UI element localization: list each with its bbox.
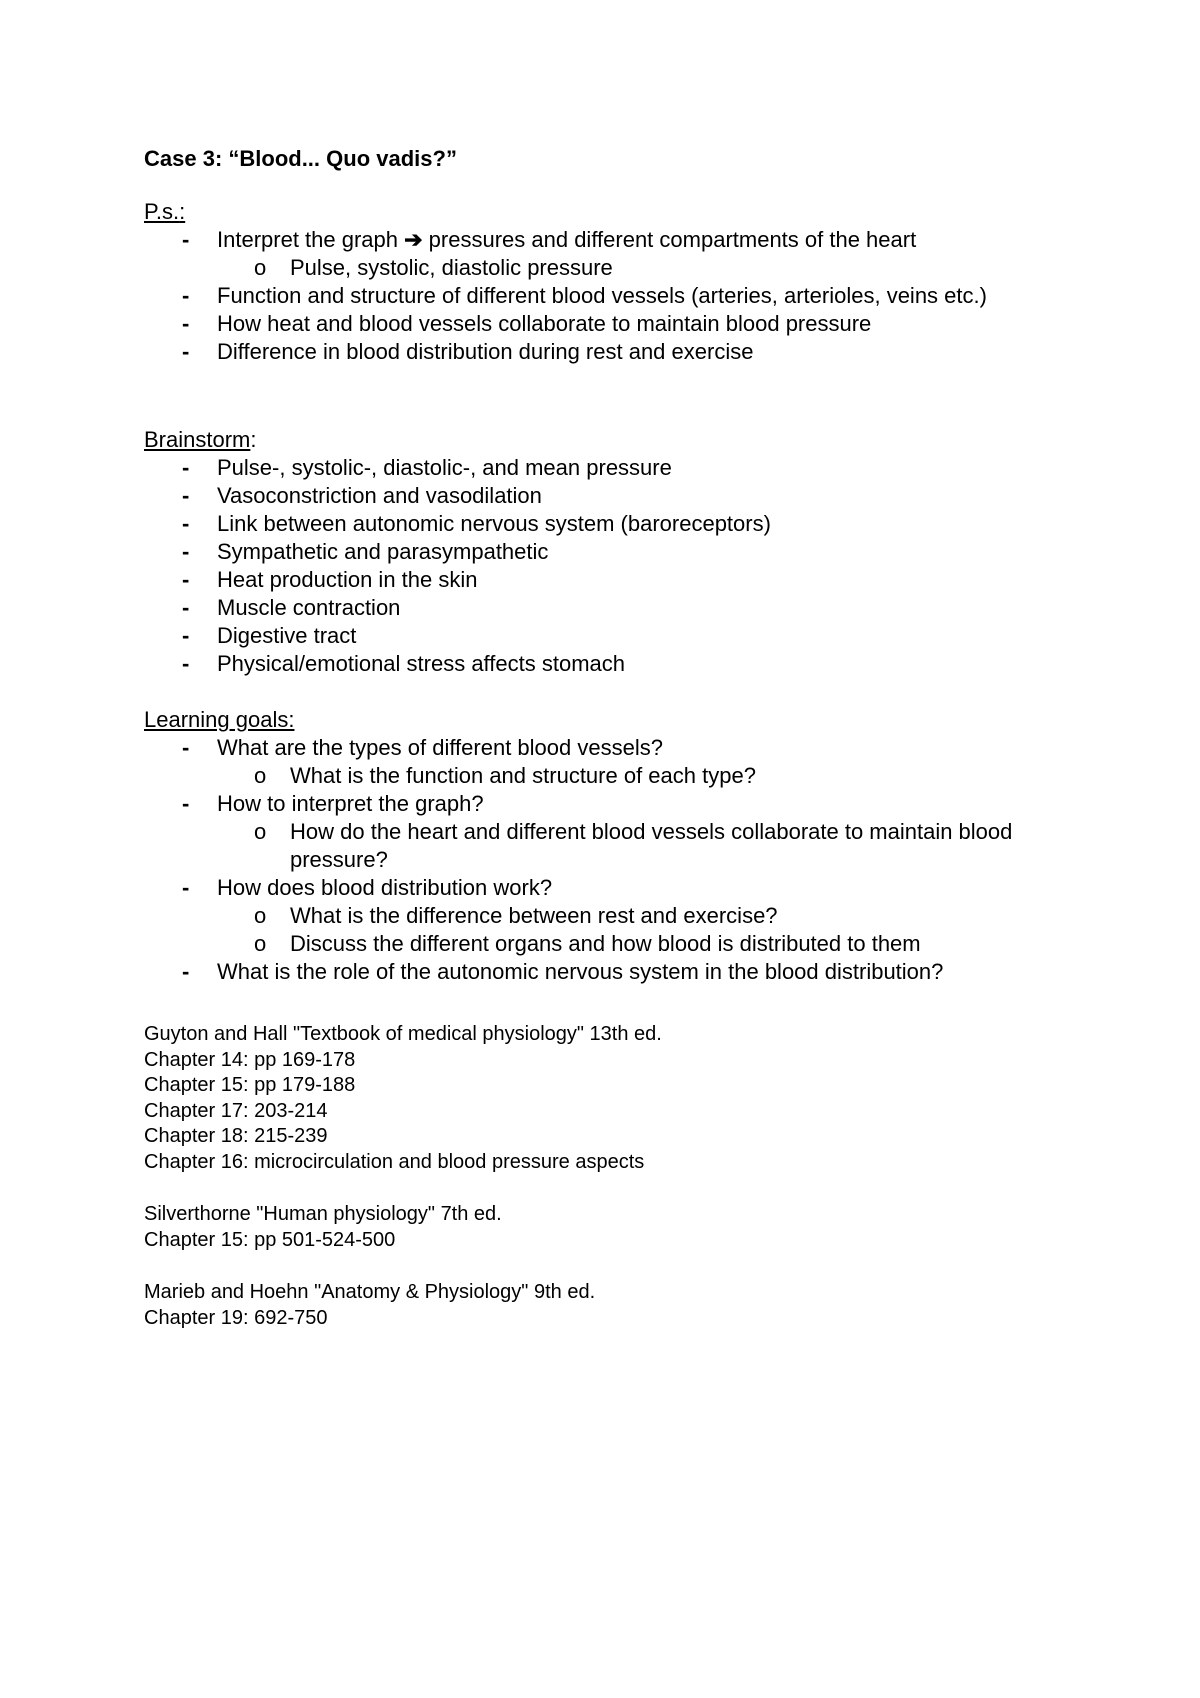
dash-bullet: - <box>182 875 190 900</box>
sub-list <box>217 254 1044 282</box>
circle-bullet: o <box>254 931 267 956</box>
dash-bullet: - <box>182 227 190 252</box>
item-text: Difference in blood distribution during rest and exercise <box>217 339 754 364</box>
dash-bullet: - <box>182 511 190 536</box>
sub-item-text: Pulse, systolic, diastolic pressure <box>290 255 613 280</box>
dash-bullet: - <box>182 483 190 508</box>
item-text: Heat production in the skin <box>217 567 478 592</box>
list-item <box>144 622 1044 650</box>
reference-block-guyton <box>144 1022 662 1175</box>
dash-bullet: - <box>182 311 190 336</box>
item-text: Vasoconstriction and vasodilation <box>217 483 542 508</box>
sub-item-text: Discuss the different organs and how blood is distributed to them <box>290 931 921 956</box>
ps-colon: : <box>179 199 186 224</box>
sub-list-item <box>217 930 1044 958</box>
reference-line: Chapter 16: microcirculation and blood pressure aspects <box>144 1150 645 1173</box>
item-text-post: pressures and different compartments of the heart <box>422 227 917 252</box>
list-item <box>144 594 1044 622</box>
reference-line: Chapter 18: 215-239 <box>144 1125 328 1147</box>
dash-bullet: - <box>182 567 190 592</box>
sub-item-text: What is the function and structure of each type? <box>290 763 756 788</box>
list-item <box>144 454 1044 482</box>
reference-block-silverthorne <box>144 1202 502 1253</box>
item-text: Physical/emotional stress affects stomach <box>217 651 625 676</box>
item-text: Function and structure of different blood vessels (arteries, arterioles, veins etc.) <box>217 283 987 308</box>
item-text: Link between autonomic nervous system (baroreceptors) <box>217 511 771 536</box>
document-title: Case 3: “Blood... Quo vadis?” <box>144 146 457 171</box>
dash-bullet: - <box>182 539 190 564</box>
reference-line: Guyton and Hall "Textbook of medical physiology" 13th ed. <box>144 1023 662 1045</box>
brainstorm-list <box>144 454 1044 678</box>
list-item <box>144 226 1044 282</box>
circle-bullet: o <box>254 819 267 844</box>
item-text: How heat and blood vessels collaborate to maintain blood pressure <box>217 311 872 336</box>
list-item <box>144 338 1044 366</box>
dash-bullet: - <box>182 283 190 308</box>
list-item <box>144 510 1044 538</box>
reference-line: Chapter 14: pp 169-178 <box>144 1048 356 1071</box>
dash-bullet: - <box>182 735 190 760</box>
sub-list-item <box>217 818 1044 874</box>
ps-heading <box>144 198 185 226</box>
ps-label: P.s. <box>144 199 180 224</box>
item-text: Sympathetic and parasympathetic <box>217 539 549 564</box>
reference-line: Chapter 15: pp 501-524-500 <box>144 1228 396 1251</box>
learning-goals-heading <box>144 706 294 734</box>
dash-bullet: - <box>182 651 190 676</box>
dash-bullet: - <box>182 959 190 984</box>
sub-list <box>217 818 1044 874</box>
reference-block-marieb <box>144 1280 595 1331</box>
sub-item-text: How do the heart and different blood vessels collaborate to maintain blood pressure? <box>290 819 1013 872</box>
sub-list <box>217 902 1044 958</box>
sub-list-item <box>217 254 1044 282</box>
sub-item-text: What is the difference between rest and exercise? <box>290 903 778 928</box>
item-text: How does blood distribution work? <box>217 875 553 900</box>
dash-bullet: - <box>182 455 190 480</box>
ps-list <box>144 226 1044 366</box>
list-item <box>144 482 1044 510</box>
reference-line: Chapter 17: 203-214 <box>144 1099 328 1122</box>
circle-bullet: o <box>254 903 267 928</box>
list-item <box>144 650 1044 678</box>
dash-bullet: - <box>182 623 190 648</box>
list-item <box>144 958 1044 986</box>
item-text: Digestive tract <box>217 623 357 648</box>
reference-line: Marieb and Hoehn "Anatomy & Physiology" 9th ed. <box>144 1281 596 1303</box>
circle-bullet: o <box>254 255 267 280</box>
dash-bullet: - <box>182 791 190 816</box>
item-text: Muscle contraction <box>217 595 401 620</box>
learning-goals-label: Learning goals: <box>144 707 295 732</box>
dash-bullet: - <box>182 595 190 620</box>
list-item <box>144 734 1044 790</box>
list-item <box>144 282 1044 310</box>
item-text-pre: Interpret the graph <box>217 227 405 252</box>
list-item <box>144 538 1044 566</box>
item-text: Pulse-, systolic-, diastolic-, and mean pressure <box>217 455 672 480</box>
sub-list <box>217 762 1044 790</box>
list-item <box>144 566 1044 594</box>
list-item <box>144 874 1044 958</box>
brainstorm-label: Brainstorm <box>144 427 251 452</box>
item-text: What is the role of the autonomic nervous system in the blood distribution? <box>217 959 944 984</box>
sub-list-item <box>217 762 1044 790</box>
reference-line: Chapter 19: 692-750 <box>144 1306 328 1329</box>
reference-line: Silverthorne "Human physiology" 7th ed. <box>144 1203 502 1225</box>
reference-line: Chapter 15: pp 179-188 <box>144 1074 356 1096</box>
brainstorm-heading <box>144 426 256 454</box>
sub-list-item <box>217 902 1044 930</box>
list-item <box>144 310 1044 338</box>
right-arrow-icon: ➔ <box>404 227 423 252</box>
learning-goals-list <box>144 734 1044 986</box>
brainstorm-colon: : <box>250 427 257 452</box>
list-item <box>144 790 1044 874</box>
item-text: What are the types of different blood vessels? <box>217 735 663 760</box>
item-text: How to interpret the graph? <box>217 791 484 816</box>
circle-bullet: o <box>254 763 267 788</box>
dash-bullet: - <box>182 339 190 364</box>
